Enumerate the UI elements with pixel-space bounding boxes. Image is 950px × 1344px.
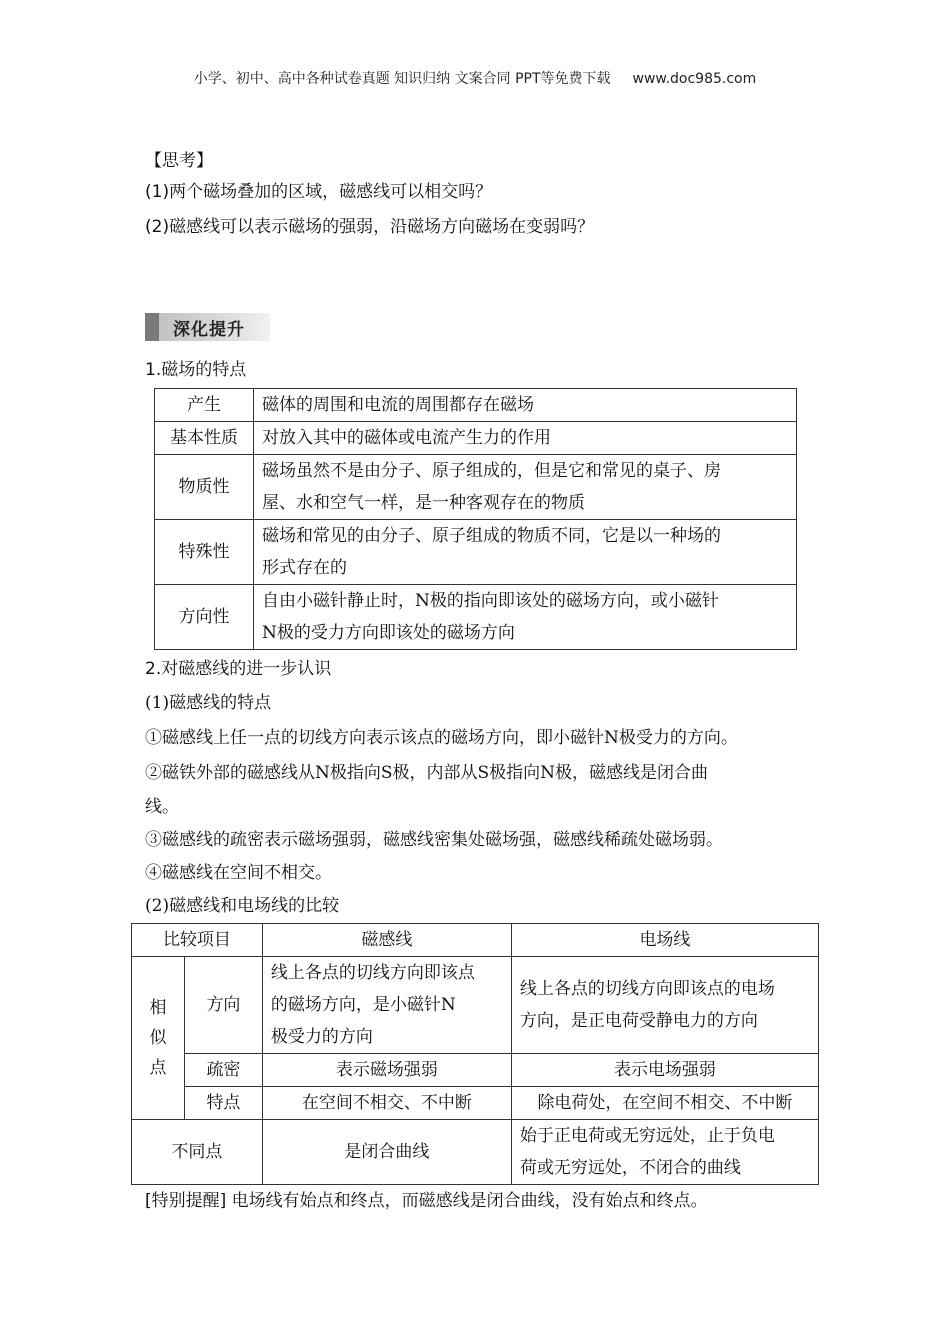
subheading-features: (1)磁感线的特点: [145, 693, 272, 713]
table-row: [155, 455, 797, 520]
header-item: 比较项目: [132, 924, 263, 957]
difference-label: 不同点: [132, 1120, 263, 1185]
table-header-row: [132, 924, 819, 957]
row-value: 对放入其中的磁体或电流产生力的作用: [254, 422, 797, 455]
table-row: [132, 1087, 819, 1120]
table-row: [155, 585, 797, 650]
heading-magnetic-field-features: 1.磁场的特点: [145, 360, 247, 380]
point-4: ④磁感线在空间不相交。: [145, 863, 332, 883]
row-key: 产生: [155, 389, 254, 422]
think-question-1: (1)两个磁场叠加的区域，磁感线可以相交吗？: [145, 182, 493, 202]
cell-line: 荷或无穷远处，不闭合的曲线: [519, 1158, 741, 1178]
header-url[interactable]: www.doc985.com: [632, 71, 757, 87]
difference-electric: [511, 1120, 818, 1185]
point-1: ①磁感线上任一点的切线方向表示该点的磁场方向，即小磁针N极受力的方向。: [145, 728, 738, 748]
row-key: 基本性质: [155, 422, 254, 455]
subheading-comparison: (2)磁感线和电场线的比较: [145, 896, 340, 916]
banner-bar: [145, 313, 159, 341]
cell-line: 线上各点的切线方向即该点: [270, 963, 475, 983]
table-row: [155, 422, 797, 455]
row-value: [254, 585, 797, 650]
similar-label: [132, 957, 185, 1120]
direction-electric: [511, 957, 818, 1054]
header-magnetic: 磁感线: [262, 924, 511, 957]
similar-char: 似: [149, 1028, 167, 1048]
similar-char: 点: [149, 1058, 167, 1078]
cell-line: 始于正电荷或无穷远处，止于负电: [519, 1126, 775, 1146]
row-key: 特殊性: [155, 520, 254, 585]
header-text: 小学、初中、高中各种试卷真题 知识归纳 文案合同 PPT等免费下载: [193, 71, 611, 87]
row-value-line: 自由小磁针静止时，N极的指向即该处的磁场方向，或小磁针: [262, 591, 719, 611]
direction-magnetic: [262, 957, 511, 1054]
similar-char: 相: [149, 998, 167, 1018]
row-key: 物质性: [155, 455, 254, 520]
banner-title: 深化提升: [173, 319, 245, 340]
feature-magnetic: 在空间不相交、不中断: [262, 1087, 511, 1120]
cell-line: 线上各点的切线方向即该点的电场: [519, 979, 775, 999]
table-row: [155, 389, 797, 422]
cell-line: 方向，是正电荷受静电力的方向: [519, 1011, 758, 1031]
row-value-line: 磁场虽然不是由分子、原子组成的，但是它和常见的桌子、房: [262, 461, 721, 481]
row-value-line: 屋、水和空气一样，是一种客观存在的物质: [262, 493, 585, 513]
cell-line: 极受力的方向: [270, 1027, 373, 1047]
row-key: 方向性: [155, 585, 254, 650]
comparison-table: [131, 923, 819, 1185]
row-value-line: 形式存在的: [262, 558, 347, 578]
think-question-2: (2)磁感线可以表示磁场的强弱，沿磁场方向磁场在变弱吗？: [145, 217, 595, 237]
table-row: [155, 520, 797, 585]
heading-field-lines: 2.对磁感线的进一步认识: [145, 659, 332, 679]
page-header: [0, 68, 950, 88]
density-magnetic: 表示磁场强弱: [262, 1054, 511, 1087]
row-value-line: N极的受力方向即该处的磁场方向: [262, 623, 515, 643]
think-title: 【思考】: [145, 151, 213, 171]
point-2a: ②磁铁外部的磁感线从N极指向S极，内部从S极指向N极，磁感线是闭合曲: [145, 763, 709, 783]
table-row: [132, 1054, 819, 1087]
table-row: [132, 1120, 819, 1185]
cell-line: 的磁场方向，是小磁针N: [270, 995, 456, 1015]
row-value: [254, 455, 797, 520]
difference-magnetic: 是闭合曲线: [262, 1120, 511, 1185]
magnetic-field-table: [154, 388, 797, 650]
header-electric: 电场线: [511, 924, 818, 957]
point-3: ③磁感线的疏密表示磁场强弱，磁感线密集处磁场强，磁感线稀疏处磁场弱。: [145, 830, 723, 850]
row-value-line: 磁场和常见的由分子、原子组成的物质不同，它是以一种场的: [262, 526, 721, 546]
table-row: [132, 957, 819, 1054]
point-2b: 线。: [145, 797, 179, 817]
section-banner: [145, 313, 270, 341]
feature-label: 特点: [185, 1087, 263, 1120]
direction-label: 方向: [185, 957, 263, 1054]
feature-electric: 除电荷处，在空间不相交、不中断: [511, 1087, 818, 1120]
density-label: 疏密: [185, 1054, 263, 1087]
special-note: [特别提醒] 电场线有始点和终点，而磁感线是闭合曲线，没有始点和终点。: [145, 1191, 708, 1211]
row-value: [254, 520, 797, 585]
row-value: 磁体的周围和电流的周围都存在磁场: [254, 389, 797, 422]
density-electric: 表示电场强弱: [511, 1054, 818, 1087]
